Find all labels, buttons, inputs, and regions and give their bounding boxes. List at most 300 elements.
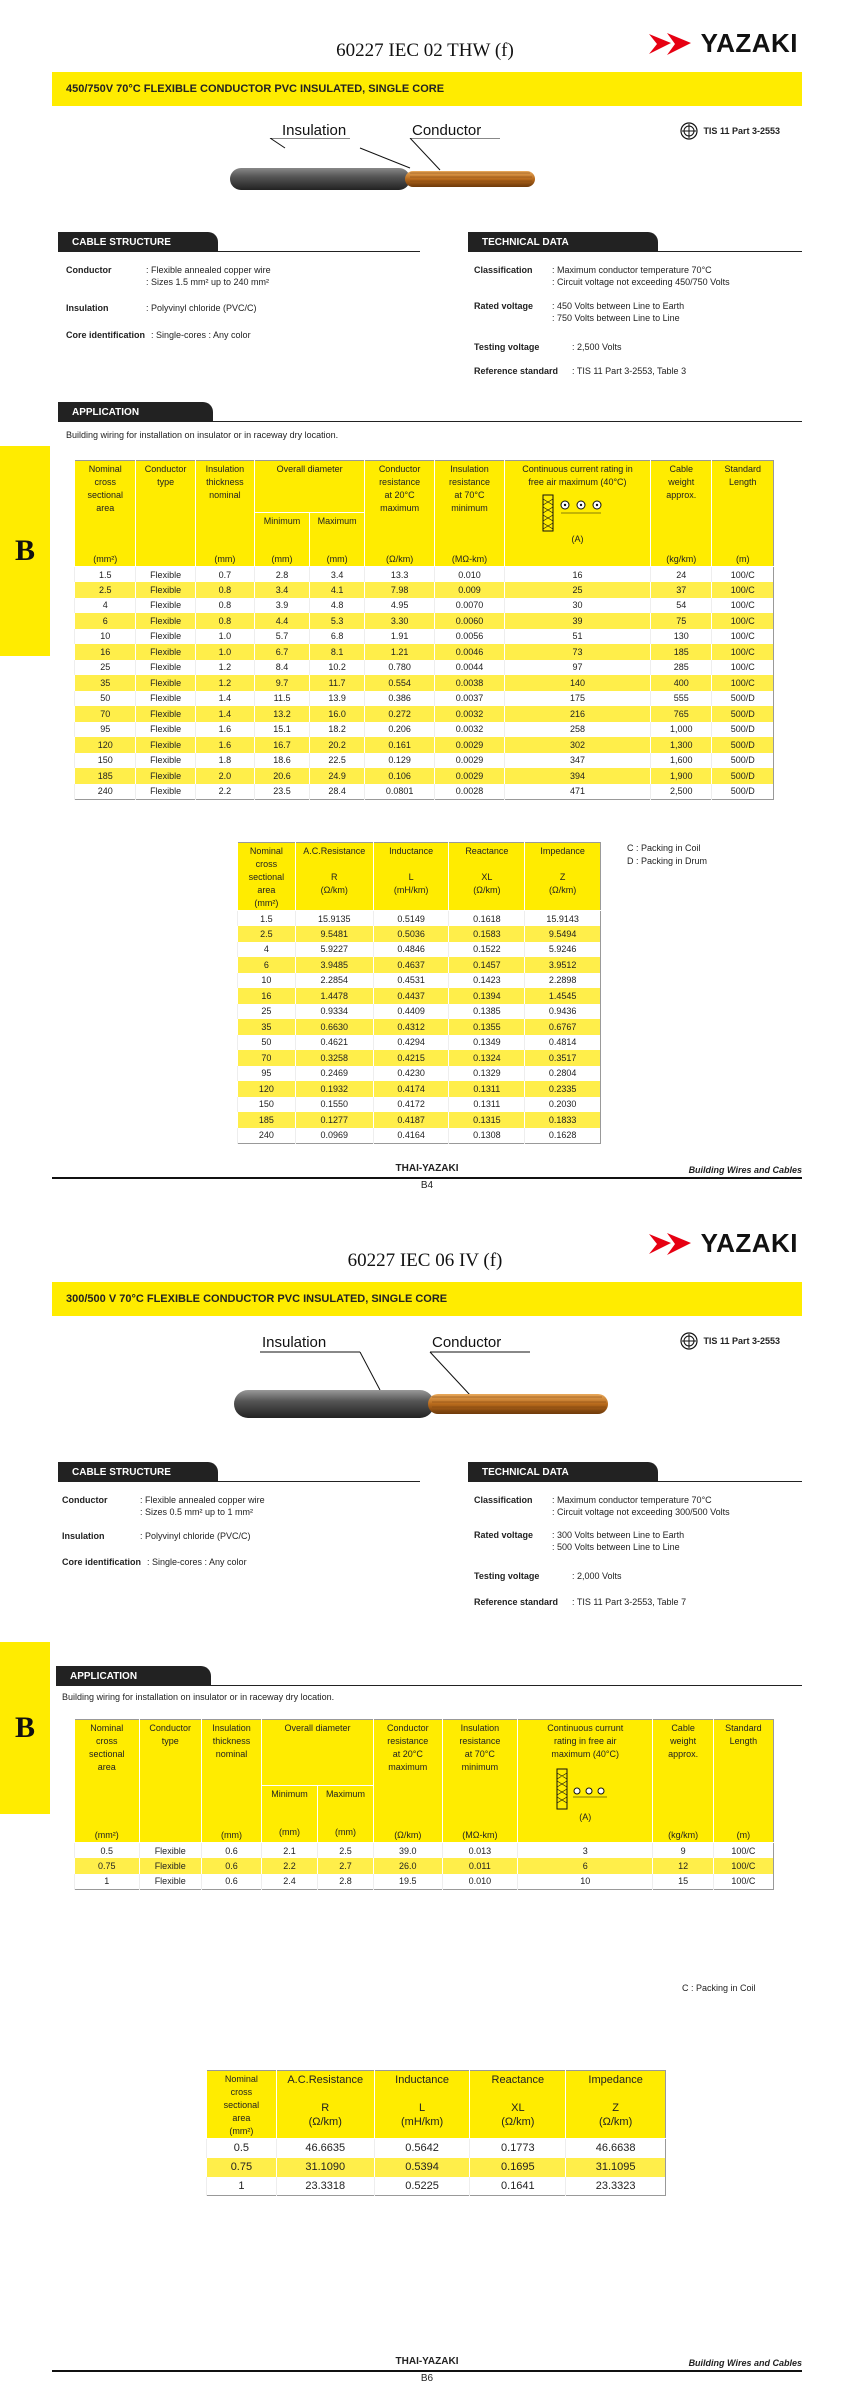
table-cell: 19.5 <box>373 1874 442 1890</box>
table-cell: 0.4312 <box>373 1019 449 1035</box>
ac-header-reactance: Reactance XL (Ω/km) <box>449 843 525 911</box>
table-cell: 0.4164 <box>373 1128 449 1144</box>
table-cell: 0.1641 <box>470 2177 566 2196</box>
table-cell: 0.9436 <box>525 1004 601 1020</box>
table-cell: 70 <box>238 1050 296 1066</box>
table-cell: 0.206 <box>365 722 435 738</box>
table-row <box>75 567 774 583</box>
section-side-tab: B <box>0 446 50 656</box>
rated-voltage-key: Rated voltage <box>474 301 534 311</box>
table-cell: 0.0046 <box>435 644 505 660</box>
table-cell: 25 <box>238 1004 296 1020</box>
table-cell: 0.0032 <box>435 722 505 738</box>
table-row <box>75 675 774 691</box>
table-cell: 0.1329 <box>449 1066 525 1082</box>
core-value: : Single-cores : Any color <box>147 1557 247 1567</box>
rated-voltage-value-1: : 300 Volts between Line to Earth <box>552 1530 685 1540</box>
reference-standard-key: Reference standard <box>474 366 559 376</box>
reference-standard-key: Reference standard <box>474 1597 559 1607</box>
table-cell: 240 <box>75 784 136 800</box>
page-title: 60227 IEC 02 THW (f) <box>336 40 514 61</box>
application-text: Building wiring for installation on insulator or in raceway dry location. <box>66 430 339 440</box>
table-cell: 0.4531 <box>373 973 449 989</box>
table-cell: 2.1 <box>262 1843 318 1859</box>
table-cell: 10 <box>517 1874 652 1890</box>
classification-value-1: : Maximum conductor temperature 70°C <box>552 265 712 275</box>
specification-table <box>74 1719 774 1890</box>
table-cell: 15 <box>653 1874 713 1890</box>
table-cell: 5.9227 <box>295 942 373 958</box>
table-cell: 400 <box>651 675 712 691</box>
ac-header-nominal-area: Nominal cross sectional area (mm²) <box>238 843 296 911</box>
header-conductor-type: Conductor type <box>136 461 195 567</box>
table-cell: 20.6 <box>255 768 310 784</box>
table-row <box>75 660 774 676</box>
table-cell: 0.5394 <box>374 2158 470 2177</box>
table-cell: 2.2 <box>262 1858 318 1874</box>
table-cell: 2.8 <box>318 1874 374 1890</box>
table-cell: 16 <box>238 988 296 1004</box>
header-nominal-area: Nominal cross sectional area (mm²) <box>75 461 136 567</box>
table-cell: Flexible <box>136 722 195 738</box>
table-row <box>75 613 774 629</box>
reference-standard-value: : TIS 11 Part 3-2553, Table 3 <box>572 366 687 376</box>
table-cell: Flexible <box>136 660 195 676</box>
table-cell: 37 <box>651 582 712 598</box>
table-row <box>238 1004 601 1020</box>
core-key: Core identification <box>62 1557 142 1567</box>
technical-data-rule <box>468 1481 802 1482</box>
table-cell: 0.1423 <box>449 973 525 989</box>
table-row <box>238 973 601 989</box>
table-cell: 0.4172 <box>373 1097 449 1113</box>
table-cell: 285 <box>651 660 712 676</box>
header-current-rating: Continuous currunt rating in free air maximum (40°C) (A) <box>517 1720 652 1843</box>
table-row <box>238 1035 601 1051</box>
header-conductor-type: Conductor type <box>139 1720 201 1843</box>
table-row <box>238 1112 601 1128</box>
packing-notes <box>682 1982 756 1995</box>
table-cell: 216 <box>504 706 650 722</box>
table-cell: 0.1833 <box>525 1112 601 1128</box>
table-cell: 23.5 <box>255 784 310 800</box>
rated-voltage-value-2: : 500 Volts between Line to Line <box>552 1542 680 1552</box>
subtitle-bar: 450/750V 70°C FLEXIBLE CONDUCTOR PVC INSULATED, SINGLE CORE <box>52 72 802 106</box>
table-cell: 3.9 <box>255 598 310 614</box>
table-cell: 1.91 <box>365 629 435 645</box>
table-cell: Flexible <box>136 737 195 753</box>
table-cell: 0.8 <box>195 598 254 614</box>
table-cell: 0.129 <box>365 753 435 769</box>
table-cell: 150 <box>238 1097 296 1113</box>
conductor-label: Conductor <box>432 1334 502 1351</box>
subtitle-bar: 300/500 V 70°C FLEXIBLE CONDUCTOR PVC INSULATED, SINGLE CORE <box>52 1282 802 1316</box>
table-cell: 31.1095 <box>566 2158 666 2177</box>
table-cell: 0.9334 <box>295 1004 373 1020</box>
table-cell: 0.1324 <box>449 1050 525 1066</box>
header-nominal-area: Nominal cross sectional area (mm²) <box>75 1720 140 1843</box>
table-cell: 0.272 <box>365 706 435 722</box>
table-cell: 100/C <box>713 1858 773 1874</box>
ac-header-impedance: Impedance Z (Ω/km) <box>525 843 601 911</box>
standard-badge-text: TIS 11 Part 3-2553 <box>703 1336 780 1346</box>
table-row <box>75 768 774 784</box>
table-cell: 1,900 <box>651 768 712 784</box>
table-cell: 0.4409 <box>373 1004 449 1020</box>
tech-rated-voltage <box>474 1529 684 1553</box>
header-diameter-max: Maximum (mm) <box>318 1786 374 1843</box>
cable-tray-icon <box>541 493 613 533</box>
note-drum: D : Packing in Drum <box>627 856 708 866</box>
conductor-label: Conductor <box>412 122 482 139</box>
header-overall-diameter: Overall diameter <box>255 461 365 513</box>
table-cell: 0.1394 <box>449 988 525 1004</box>
table-cell: 0.8 <box>195 613 254 629</box>
table-cell: 4.95 <box>365 598 435 614</box>
cable-structure-conductor <box>62 1494 265 1518</box>
standard-badge <box>680 122 780 140</box>
tech-classification <box>474 264 730 288</box>
table-cell: 97 <box>504 660 650 676</box>
table-cell: 0.1932 <box>295 1081 373 1097</box>
table-cell: 11.7 <box>310 675 365 691</box>
table-cell: 1.8 <box>195 753 254 769</box>
table-cell: 0.3517 <box>525 1050 601 1066</box>
table-cell: 46.6635 <box>276 2139 374 2158</box>
table-cell: 2.0 <box>195 768 254 784</box>
application-text: Building wiring for installation on insulator or in raceway dry location. <box>62 1692 335 1702</box>
table-cell: 120 <box>75 737 136 753</box>
header-cable-weight: Cable weight approx. (kg/km) <box>651 461 712 567</box>
classification-value-1: : Maximum conductor temperature 70°C <box>552 1495 712 1505</box>
table-cell: 0.5 <box>207 2139 277 2158</box>
table-cell: 18.6 <box>255 753 310 769</box>
table-cell: 16.0 <box>310 706 365 722</box>
table-cell: Flexible <box>136 784 195 800</box>
table-cell: 4.8 <box>310 598 365 614</box>
table-row <box>75 1874 774 1890</box>
cable-structure-rule <box>58 251 420 252</box>
tech-reference-standard <box>474 365 686 377</box>
cable-structure-core <box>66 329 251 341</box>
yazaki-logo-text: YAZAKI <box>700 1228 798 1258</box>
table-row <box>238 957 601 973</box>
rated-voltage-key: Rated voltage <box>474 1530 534 1540</box>
table-cell: 15.1 <box>255 722 310 738</box>
table-row <box>75 629 774 645</box>
table-cell: 185 <box>238 1112 296 1128</box>
table-cell: 73 <box>504 644 650 660</box>
table-cell: 1.0 <box>195 644 254 660</box>
table-cell: 4.1 <box>310 582 365 598</box>
table-cell: 22.5 <box>310 753 365 769</box>
table-cell: 555 <box>651 691 712 707</box>
table-cell: 0.1315 <box>449 1112 525 1128</box>
table-cell: 75 <box>651 613 712 629</box>
table-cell: 46.6638 <box>566 2139 666 2158</box>
table-cell: 95 <box>238 1066 296 1082</box>
table-cell: 0.009 <box>435 582 505 598</box>
table-cell: 0.6630 <box>295 1019 373 1035</box>
table-row <box>75 737 774 753</box>
table-cell: 0.7 <box>195 567 254 583</box>
insulation-label: Insulation <box>262 1334 327 1351</box>
table-cell: 100/C <box>712 644 774 660</box>
table-cell: 3 <box>517 1843 652 1859</box>
table-cell: 31.1090 <box>276 2158 374 2177</box>
datasheet-page-2 <box>0 1210 850 2400</box>
table-cell: 0.1385 <box>449 1004 525 1020</box>
rated-voltage-value-2: : 750 Volts between Line to Line <box>552 313 680 323</box>
table-cell: 130 <box>651 629 712 645</box>
table-cell: 0.011 <box>442 1858 517 1874</box>
footer-rule <box>52 2370 802 2372</box>
conductor-key: Conductor <box>62 1495 108 1505</box>
table-cell: 9.7 <box>255 675 310 691</box>
tech-classification <box>474 1494 730 1518</box>
header-overall-diameter: Overall diameter <box>262 1720 374 1786</box>
table-cell: 3.9512 <box>525 957 601 973</box>
rated-voltage-value-1: : 450 Volts between Line to Earth <box>552 301 685 311</box>
table-cell: 0.4174 <box>373 1081 449 1097</box>
table-cell: 500/D <box>712 706 774 722</box>
table-cell: 100/C <box>712 660 774 676</box>
table-cell: 100/C <box>713 1843 773 1859</box>
table-cell: 0.6 <box>201 1843 261 1859</box>
table-cell: 0.0029 <box>435 737 505 753</box>
table-cell: 10 <box>75 629 136 645</box>
table-cell: 500/D <box>712 691 774 707</box>
table-cell: 0.0056 <box>435 629 505 645</box>
header-current-rating: Continuous current rating in free air maximum (40°C) (A) <box>504 461 650 567</box>
table-cell: 54 <box>651 598 712 614</box>
table-cell: 30 <box>504 598 650 614</box>
table-cell: 10.2 <box>310 660 365 676</box>
table-cell: 0.5225 <box>374 2177 470 2196</box>
table-cell: 500/D <box>712 753 774 769</box>
table-cell: 0.1277 <box>295 1112 373 1128</box>
classification-key: Classification <box>474 265 533 275</box>
table-cell: Flexible <box>136 691 195 707</box>
table-cell: 1.5 <box>75 567 136 583</box>
table-cell: Flexible <box>136 706 195 722</box>
table-cell: 0.161 <box>365 737 435 753</box>
table-cell: 500/D <box>712 737 774 753</box>
section-side-tab: B <box>0 1642 50 1814</box>
table-cell: 302 <box>504 737 650 753</box>
insulation-value: : Polyvinyl chloride (PVC/C) <box>140 1531 251 1541</box>
cable-structure-core <box>62 1556 247 1568</box>
table-cell: 0.1695 <box>470 2158 566 2177</box>
note-coil: C : Packing in Coil <box>627 843 701 853</box>
table-cell: 185 <box>651 644 712 660</box>
reference-standard-value: : TIS 11 Part 3-2553, Table 7 <box>572 1597 687 1607</box>
table-cell: 120 <box>238 1081 296 1097</box>
table-row <box>75 706 774 722</box>
ac-header-nominal-area: Nominal cross sectional area (mm²) <box>207 2071 277 2139</box>
table-cell: 3.4 <box>310 567 365 583</box>
table-cell: 0.1355 <box>449 1019 525 1035</box>
tech-testing-voltage <box>474 341 622 353</box>
cable-structure-conductor <box>66 264 271 288</box>
table-cell: Flexible <box>136 644 195 660</box>
table-cell: 6 <box>517 1858 652 1874</box>
ac-header-reactance: Reactance XL (Ω/km) <box>470 2071 566 2139</box>
table-cell: 1,000 <box>651 722 712 738</box>
table-cell: 0.106 <box>365 768 435 784</box>
footer-company: THAI-YAZAKI <box>395 2356 459 2367</box>
table-cell: 15.9143 <box>525 911 601 927</box>
table-cell: 0.0029 <box>435 753 505 769</box>
tech-rated-voltage <box>474 300 684 324</box>
table-cell: 394 <box>504 768 650 784</box>
table-cell: 28.4 <box>310 784 365 800</box>
footer-catalog-title: Building Wires and Cables <box>688 2358 802 2368</box>
table-cell: 0.2469 <box>295 1066 373 1082</box>
table-cell: 1.2 <box>195 675 254 691</box>
insulation-key: Insulation <box>62 1531 105 1541</box>
table-row <box>75 1858 774 1874</box>
table-cell: 0.4230 <box>373 1066 449 1082</box>
table-cell: 39 <box>504 613 650 629</box>
technical-data-heading: TECHNICAL DATA <box>468 1462 658 1482</box>
table-cell: 1 <box>207 2177 277 2196</box>
insulation-label: Insulation <box>282 122 347 139</box>
table-cell: 0.1618 <box>449 911 525 927</box>
table-cell: 0.0029 <box>435 768 505 784</box>
table-cell: 5.7 <box>255 629 310 645</box>
table-cell: Flexible <box>136 598 195 614</box>
tech-testing-voltage <box>474 1570 622 1582</box>
table-cell: 0.4437 <box>373 988 449 1004</box>
table-cell: Flexible <box>136 629 195 645</box>
table-row <box>238 1097 601 1113</box>
header-diameter-min: Minimum (mm) <box>262 1786 318 1843</box>
table-cell: 0.6 <box>201 1874 261 1890</box>
application-rule <box>58 421 802 422</box>
table-cell: 1.4 <box>195 691 254 707</box>
table-cell: 2.4 <box>262 1874 318 1890</box>
table-cell: 23.3323 <box>566 2177 666 2196</box>
ac-header-impedance: Impedance Z (Ω/km) <box>566 2071 666 2139</box>
table-cell: 100/C <box>712 598 774 614</box>
conductor-value-1: : Flexible annealed copper wire <box>146 265 271 275</box>
note-coil: C : Packing in Coil <box>682 1983 756 1993</box>
table-cell: 0.75 <box>207 2158 277 2177</box>
table-cell: 1 <box>75 1874 140 1890</box>
table-cell: 16 <box>75 644 136 660</box>
table-cell: 0.0037 <box>435 691 505 707</box>
table-cell: 347 <box>504 753 650 769</box>
table-cell: 1.0 <box>195 629 254 645</box>
table-cell: 25 <box>75 660 136 676</box>
table-cell: 95 <box>75 722 136 738</box>
table-cell: 2.2898 <box>525 973 601 989</box>
insulation-key: Insulation <box>66 303 109 313</box>
testing-voltage-key: Testing voltage <box>474 342 540 352</box>
table-cell: 0.1311 <box>449 1097 525 1113</box>
table-row <box>238 1128 601 1144</box>
table-cell: 0.5036 <box>373 926 449 942</box>
header-diameter-max: Maximum (mm) <box>310 513 365 567</box>
table-cell: 100/C <box>712 613 774 629</box>
table-cell: 50 <box>75 691 136 707</box>
table-cell: 0.0060 <box>435 613 505 629</box>
table-cell: 0.1308 <box>449 1128 525 1144</box>
table-cell: 0.1349 <box>449 1035 525 1051</box>
table-cell: 765 <box>651 706 712 722</box>
header-insulation-thickness: Insulation thickness nominal (mm) <box>195 461 254 567</box>
table-cell: 24.9 <box>310 768 365 784</box>
yazaki-logo-text: YAZAKI <box>700 28 798 58</box>
table-cell: 1.4545 <box>525 988 601 1004</box>
table-cell: 4 <box>75 598 136 614</box>
classification-value-2: : Circuit voltage not exceeding 300/500 Volts <box>552 1507 730 1517</box>
footer-rule <box>52 1177 802 1179</box>
cable-structure-insulation <box>62 1530 251 1542</box>
table-row <box>75 582 774 598</box>
header-cable-weight: Cable weight approx. (kg/km) <box>653 1720 713 1843</box>
cable-illustration <box>210 138 610 198</box>
table-cell: 0.75 <box>75 1858 140 1874</box>
table-cell: 9 <box>653 1843 713 1859</box>
table-cell: Flexible <box>136 753 195 769</box>
table-cell: 8.4 <box>255 660 310 676</box>
cable-structure-rule <box>58 1481 420 1482</box>
table-row <box>238 1081 601 1097</box>
table-cell: 0.0032 <box>435 706 505 722</box>
table-cell: 2.2854 <box>295 973 373 989</box>
table-cell: 2.5 <box>75 582 136 598</box>
table-cell: 3.30 <box>365 613 435 629</box>
core-key: Core identification <box>66 330 146 340</box>
table-cell: 0.0801 <box>365 784 435 800</box>
table-cell: 0.1773 <box>470 2139 566 2158</box>
insulation-value: : Polyvinyl chloride (PVC/C) <box>146 303 257 313</box>
conductor-key: Conductor <box>66 265 112 275</box>
table-cell: 100/C <box>712 567 774 583</box>
table-cell: 2.8 <box>255 567 310 583</box>
table-cell: 0.2335 <box>525 1081 601 1097</box>
cable-structure-heading: CABLE STRUCTURE <box>58 232 218 252</box>
table-cell: 26.0 <box>373 1858 442 1874</box>
table-cell: 2,500 <box>651 784 712 800</box>
ac-resistance-table <box>237 842 601 1144</box>
table-cell: 0.5642 <box>374 2139 470 2158</box>
table-cell: 0.0969 <box>295 1128 373 1144</box>
table-cell: 2.7 <box>318 1858 374 1874</box>
application-rule <box>56 1685 802 1686</box>
table-row <box>207 2139 666 2158</box>
ac-header-resistance: A.C.Resistance R (Ω/km) <box>295 843 373 911</box>
table-cell: 8.1 <box>310 644 365 660</box>
table-cell: 100/C <box>712 675 774 691</box>
cable-illustration <box>210 1350 630 1420</box>
table-cell: 7.98 <box>365 582 435 598</box>
page-number: B4 <box>420 1180 434 1191</box>
tis-mark-icon <box>680 1332 698 1350</box>
table-cell: 12 <box>653 1858 713 1874</box>
table-cell: 0.1522 <box>449 942 525 958</box>
table-cell: Flexible <box>136 613 195 629</box>
table-cell: 0.0044 <box>435 660 505 676</box>
classification-value-2: : Circuit voltage not exceeding 450/750 Volts <box>552 277 730 287</box>
table-cell: Flexible <box>136 582 195 598</box>
table-cell: 0.386 <box>365 691 435 707</box>
table-cell: 0.6767 <box>525 1019 601 1035</box>
table-row <box>75 644 774 660</box>
table-row <box>207 2177 666 2196</box>
